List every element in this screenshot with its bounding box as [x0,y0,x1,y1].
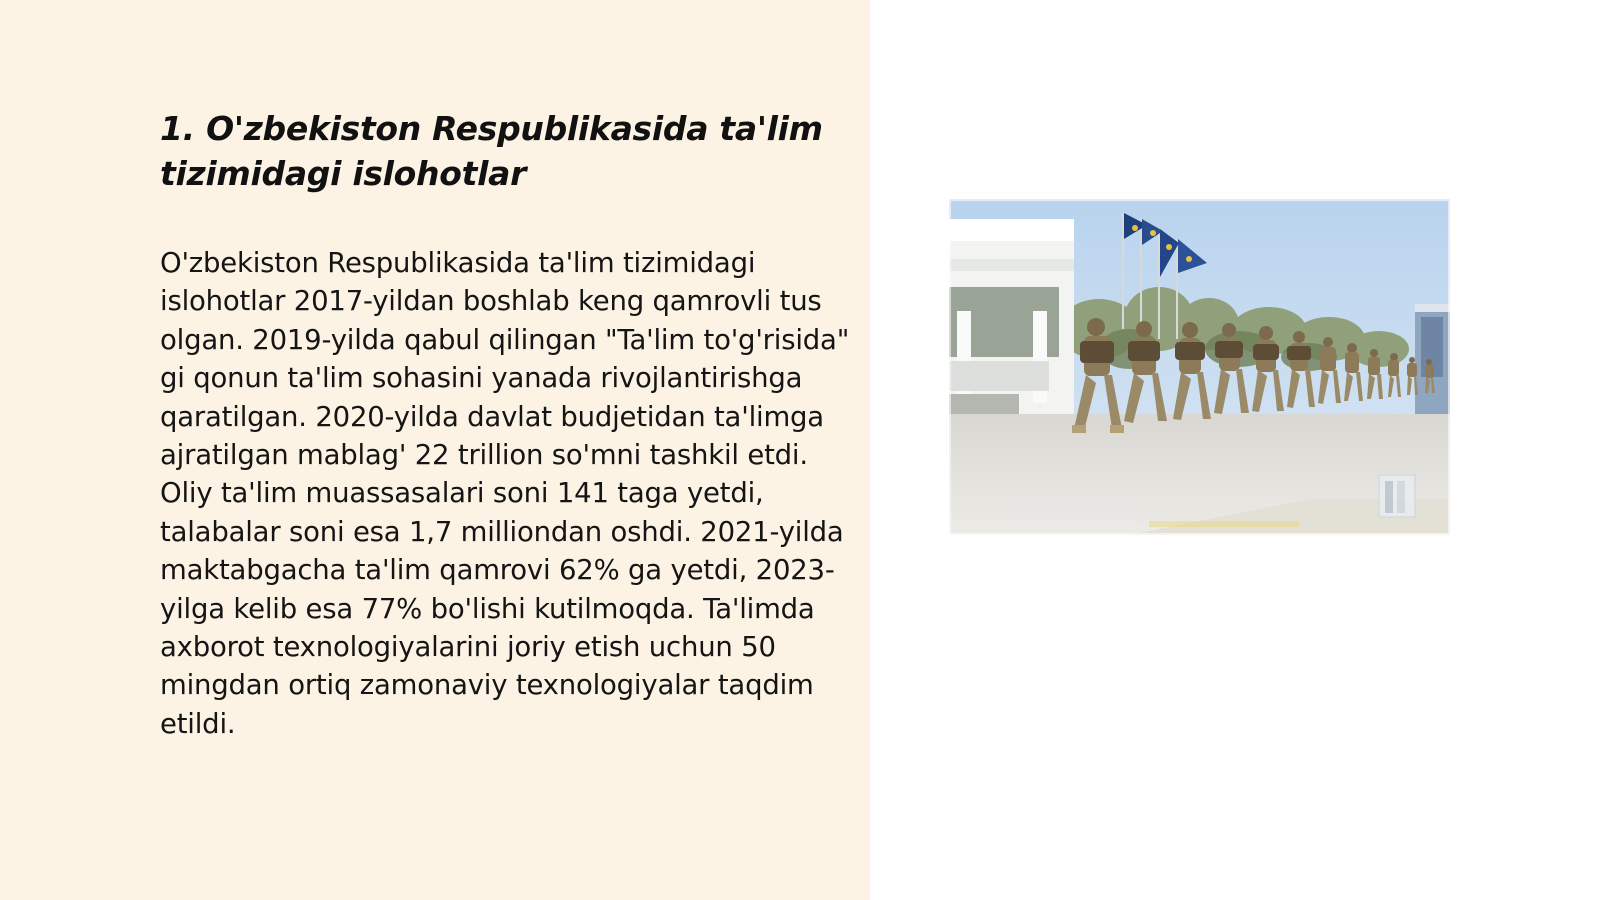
slide-title: 1. O'zbekiston Respublikasida ta'lim tizimidagi islohotlar [160,109,823,193]
soldiers-marching-photo [949,199,1450,535]
slide-body-text: O'zbekiston Respublikasida ta'lim tizimidagi islohotlar 2017-yildan boshlab keng qamrovli tus olgan. 2019-yilda qabul qilingan "Ta'lim to'g'risida" gi qonun ta'lim sohasini yanada rivojlantirishga qaratilgan. 2020-yilda davlat budjetidan ta'limga ajratilgan mablag' 22 trillion so'mni tashkil etdi. Oliy ta'lim muassasalari soni 141 taga yetdi, talabalar soni esa 1,7 milliondan oshdi. 2021-yilda maktabgacha ta'lim qamrovi 62% ga yetdi, 2023-yilga kelib esa 77% bo'lishi kutilmoqda. Ta'limda axborot texnologiyalarini joriy etish uchun 50 mingdan ortiq zamonaviy texnologiyalar taqdim etildi. [160,247,850,740]
